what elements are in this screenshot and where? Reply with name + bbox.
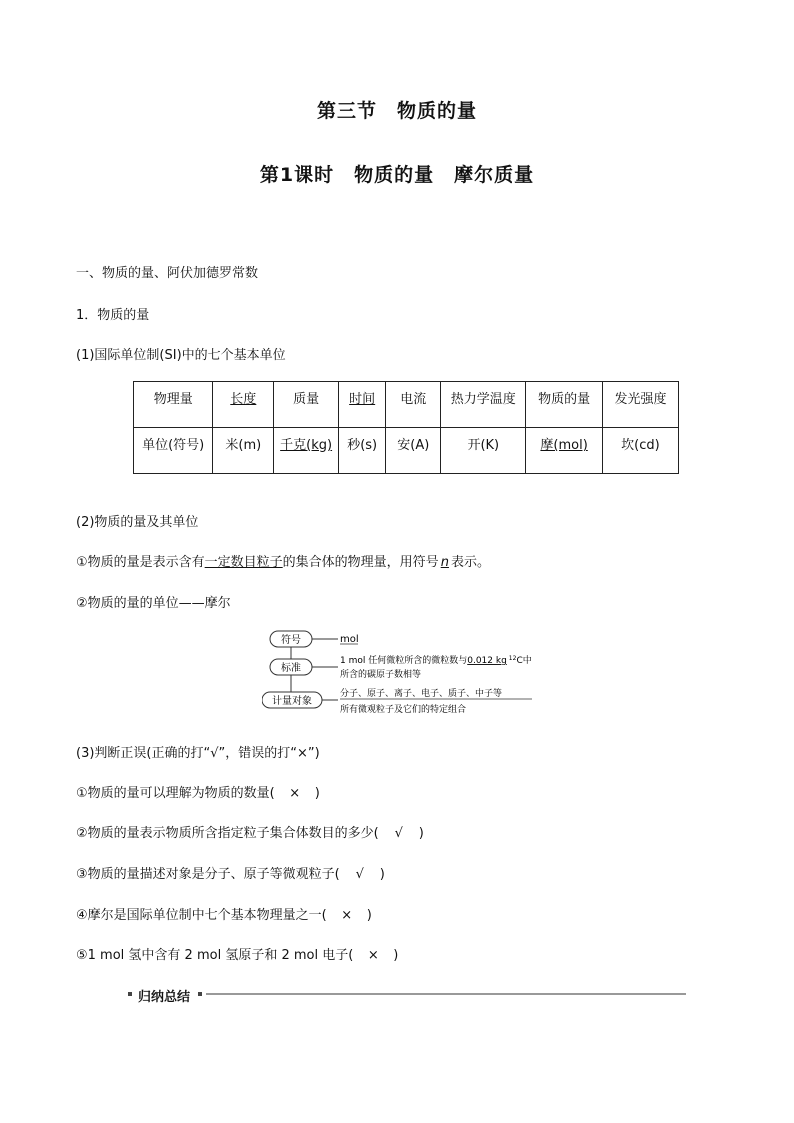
judgment-close: ) — [314, 786, 320, 801]
table-cell: 开(K) — [441, 428, 526, 474]
definition-middle: 的集合体的物理量，用符号 — [282, 555, 439, 570]
symbol-box — [270, 631, 312, 647]
table-header-quantity: 物理量 — [134, 382, 213, 428]
summary-rule — [206, 993, 686, 995]
table-cell: 电流 — [386, 382, 441, 428]
standard-text-line2: 所含的碳原子数相等 — [340, 670, 422, 680]
judgment-close: ) — [393, 948, 399, 963]
judgment-mark: × — [289, 786, 301, 801]
mole-diagram — [262, 628, 562, 720]
summary-label: 归纳总结 — [138, 990, 191, 1005]
judgment-mark: √ — [394, 826, 403, 841]
object-text-line1: 分子、原子、离子、电子、质子、中子等 — [340, 689, 503, 699]
table-cell: 长度 — [213, 382, 274, 428]
table-cell: 安(A) — [386, 428, 441, 474]
section-title: 第三节 物质的量 — [316, 100, 477, 122]
part-one-heading: 一、物质的量、阿伏加德罗常数 — [76, 266, 259, 281]
table-cell: 千克(kg) — [274, 428, 339, 474]
table-header-unit: 单位(符号) — [134, 428, 213, 474]
symbol-box-label: 符号 — [281, 635, 301, 646]
table-cell: 物质的量 — [526, 382, 603, 428]
judgment-text: ②物质的量表示物质所含指定粒子集合体数目的多少( — [76, 826, 379, 841]
definition-symbol: n — [440, 555, 449, 570]
table-cell: 时间 — [339, 382, 386, 428]
summary-bullet-icon — [128, 992, 132, 996]
standard-text-line1: 1 mol 任何微粒所含的微粒数与0.012 kg $^{12}$C中 — [340, 655, 532, 666]
table-cell: 坎(cd) — [602, 428, 678, 474]
judgment-text: ⑤1 mol 氢中含有 2 mol 氢原子和 2 mol 电子( — [76, 948, 354, 963]
definition-prefix: ①物质的量是表示含有 — [76, 555, 205, 570]
judgment-close: ) — [418, 826, 424, 841]
table-row-quantity — [134, 382, 679, 428]
standard-box — [270, 659, 312, 675]
judgment-text: ①物质的量可以理解为物质的数量( — [76, 786, 275, 801]
mole-line: ②物质的量的单位——摩尔 — [76, 596, 231, 611]
judgment-text: ④摩尔是国际单位制中七个基本物理量之一( — [76, 908, 327, 923]
table-cell: 米(m) — [213, 428, 274, 474]
lesson-title: 第1课时 物质的量 摩尔质量 — [259, 164, 535, 186]
judgment-item — [76, 944, 398, 963]
item-one-heading: 1．物质的量 — [76, 308, 150, 323]
sub-two-heading: (2)物质的量及其单位 — [76, 515, 199, 530]
judgment-mark: × — [367, 948, 379, 963]
object-text-line2: 所有微观粒子及它们的特定组合 — [340, 705, 467, 715]
sub-one-heading: (1)国际单位制(SI)中的七个基本单位 — [76, 348, 286, 363]
judgment-item — [76, 782, 320, 801]
judgment-text: ③物质的量描述对象是分子、原子等微观粒子( — [76, 867, 340, 882]
si-units-table — [133, 381, 679, 474]
standard-box-label: 标准 — [281, 663, 301, 674]
judgment-mark: × — [341, 908, 353, 923]
judgment-item — [76, 822, 424, 841]
summary-divider — [128, 986, 688, 1004]
definition-line — [76, 551, 490, 570]
symbol-value: mol — [340, 634, 359, 645]
table-cell: 质量 — [274, 382, 339, 428]
table-cell: 热力学温度 — [441, 382, 526, 428]
table-cell: 秒(s) — [339, 428, 386, 474]
judgment-close: ) — [366, 908, 372, 923]
definition-blank: 一定数目粒子 — [204, 555, 283, 570]
table-cell: 摩(mol) — [526, 428, 603, 474]
object-box-label: 计量对象 — [272, 696, 312, 707]
judgment-item — [76, 863, 385, 882]
sub-three-heading: (3)判断正误(正确的打“√”，错误的打“×”) — [76, 746, 320, 761]
judgment-mark: √ — [355, 867, 364, 882]
judgment-close: ) — [379, 867, 385, 882]
table-row-unit — [134, 428, 679, 474]
definition-suffix: 表示。 — [450, 555, 490, 570]
table-cell: 发光强度 — [602, 382, 678, 428]
judgment-item — [76, 904, 372, 923]
object-box — [262, 692, 322, 708]
summary-bullet-icon — [198, 992, 202, 996]
